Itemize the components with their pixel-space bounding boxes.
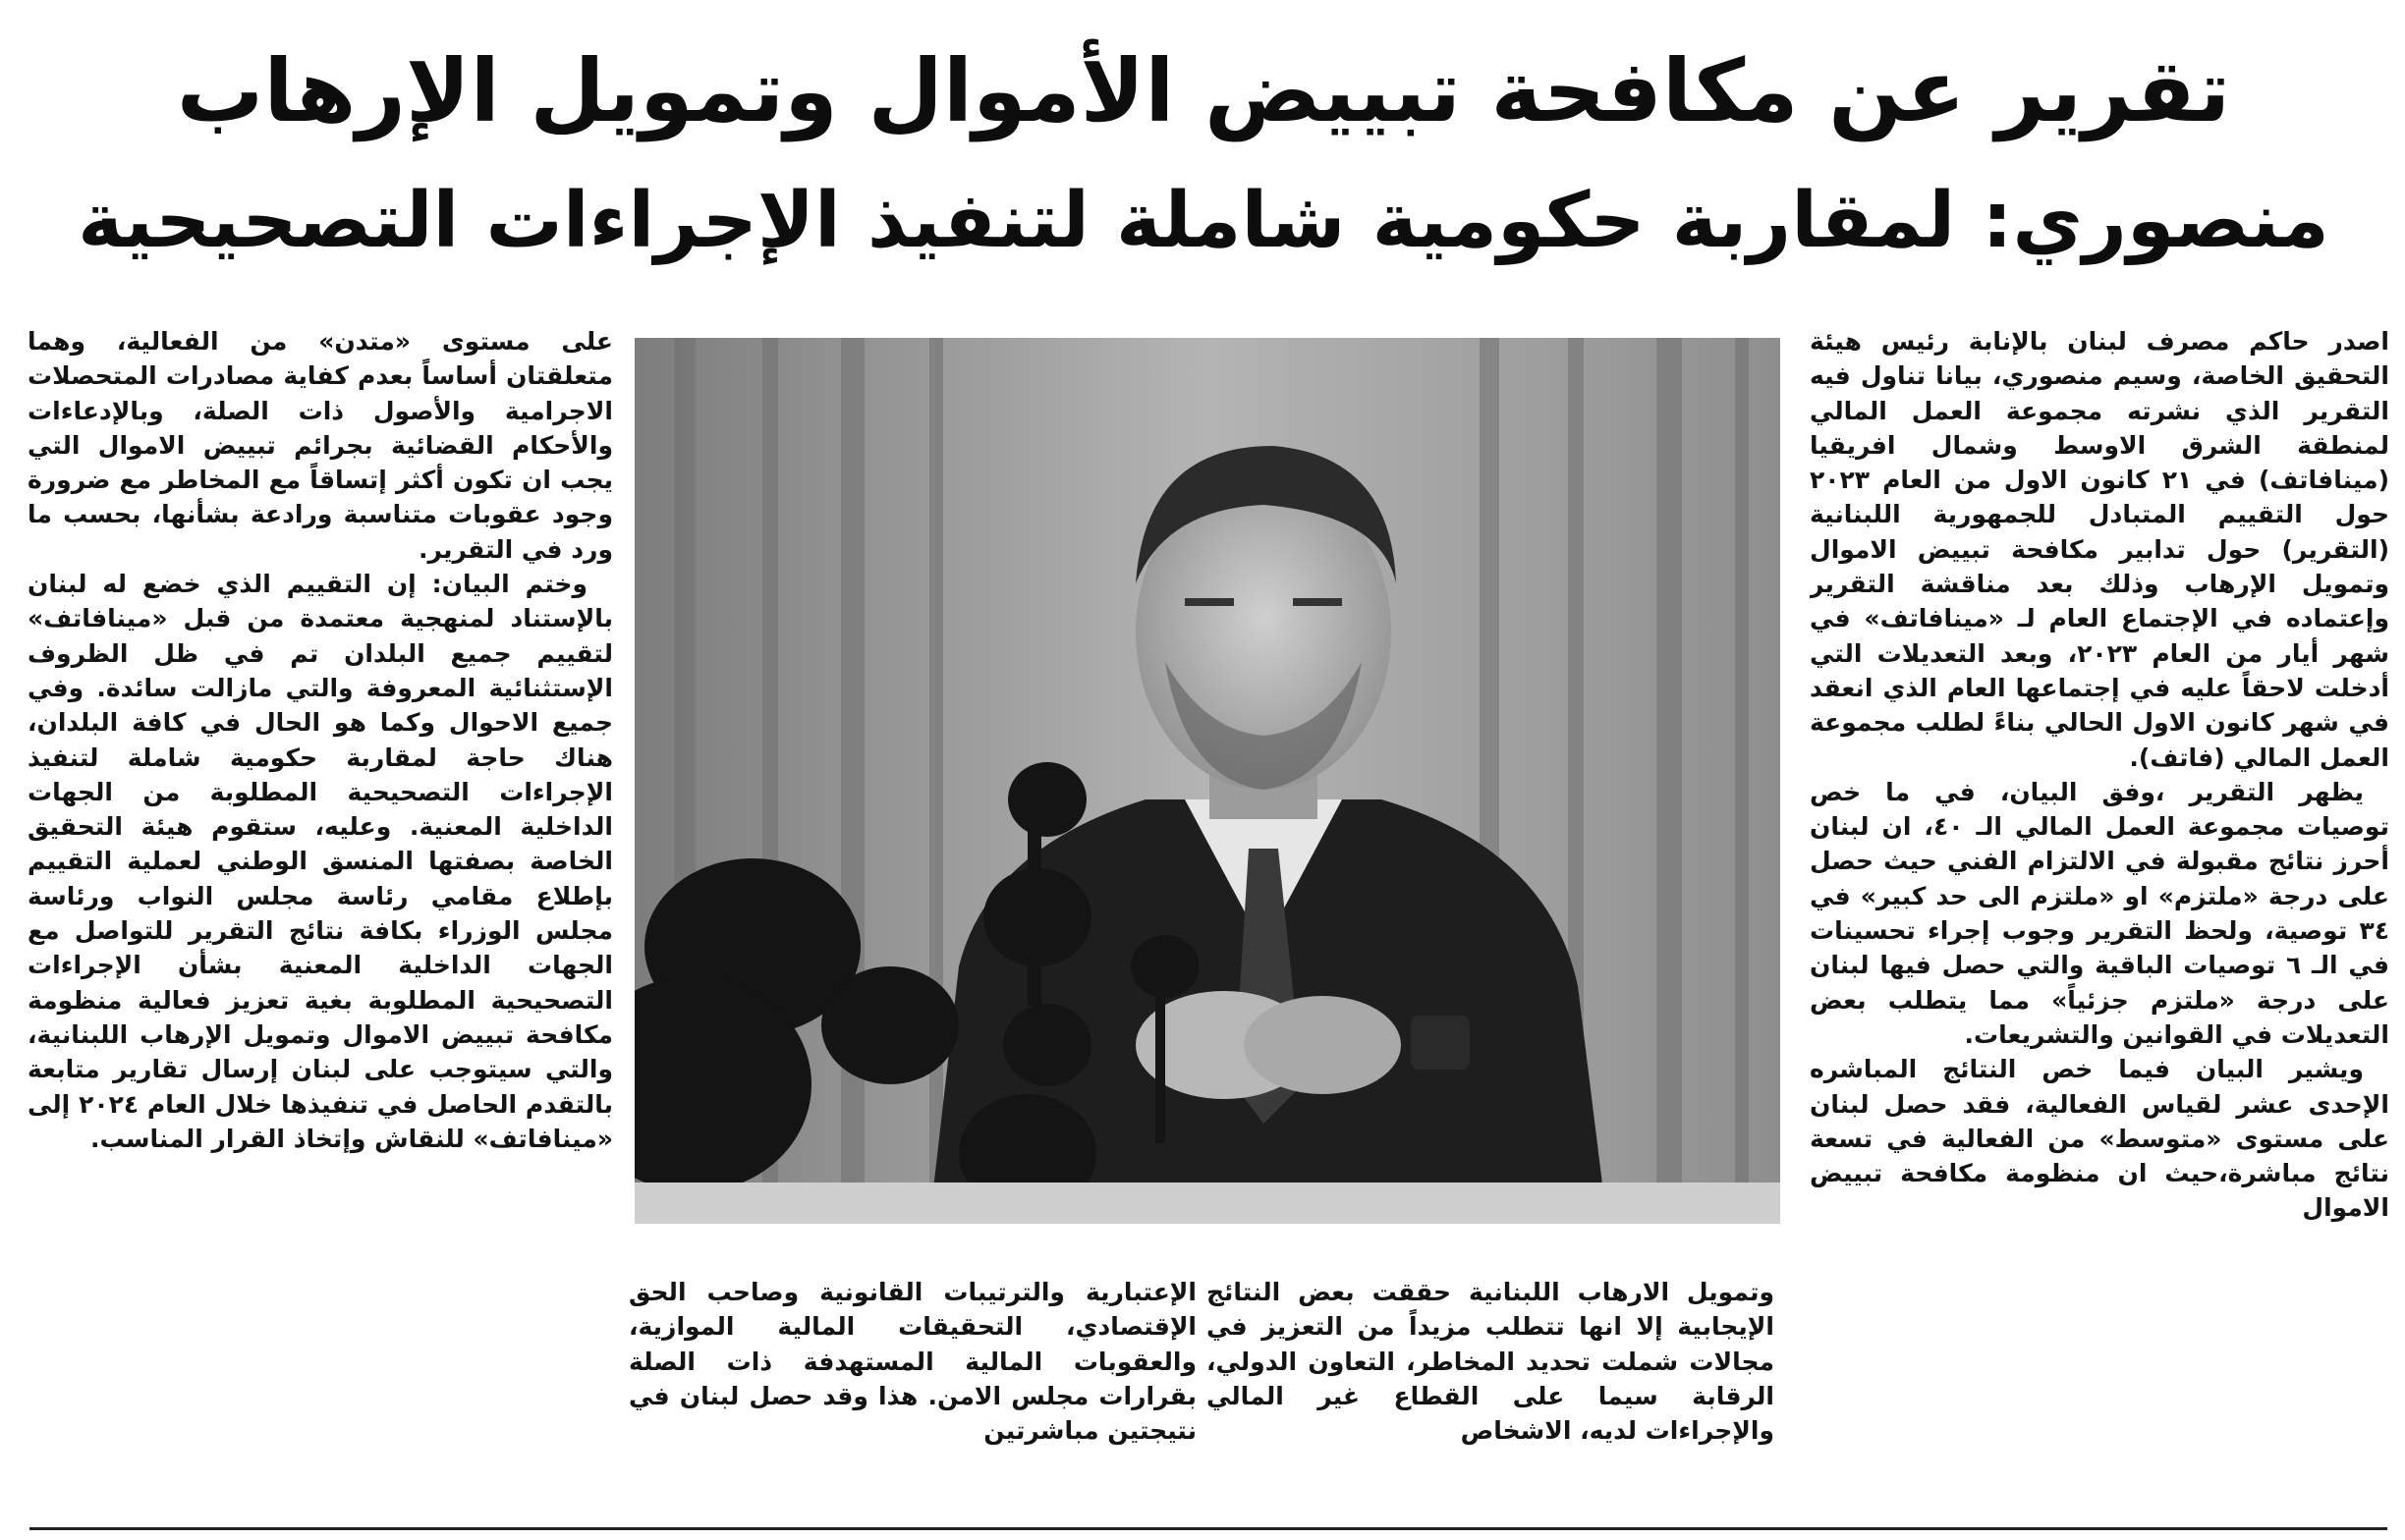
article-column-left: [28, 324, 613, 1532]
headline-line-2: منصوري: لمقاربة حكومية شاملة لتنفيذ الإجراءات التصحيحية: [78, 177, 2329, 265]
article-column-right: [1810, 324, 2389, 1503]
article-column-middle-left: [629, 1275, 1197, 1540]
paragraph: اصدر حاكم مصرف لبنان بالإنابة رئيس هيئة التحقيق الخاصة، وسيم منصوري، بيانا تناول فيه التقرير الذي نشرته مجموعة العمل المالي لمنطقة الشرق الاوسط وشمال افريقيا (مينافاتف) في ٢١ كانون الاول من العام ٢٠٢٣ حول التقييم المتبادل للجمهورية اللبنانية (التقرير) حول تدابير مكافحة تبييض الاموال وتمويل الإرهاب وذلك بعد مناقشة التقرير وإعتماده في الإجتماع العام لـ «مينافاتف» في شهر أيار من العام ٢٠٢٣، وبعد التعديلات التي أدخلت لاحقاً عليه في إجتماعها العام الذي انعقد في شهر كانون الاول الحالي بناءً لطلب مجموعة العمل المالي (فاتف).: [1810, 327, 2389, 772]
bottom-rule: [29, 1527, 2387, 1530]
paragraph: ويشير البيان فيما خص النتائج المباشره الإحدى عشر لقياس الفعالية، فقد حصل لبنان على مستوى «متوسط» من الفعالية في تسعة نتائج مباشرة،حيث ان منظومة مكافحة تبييض الاموال: [1810, 1055, 2389, 1223]
headline-line-1: تقرير عن مكافحة تبييض الأموال وتمويل الإرهاب: [176, 40, 2231, 141]
paragraph: وختم البيان: إن التقييم الذي خضع له لبنان بالإستناد لمنهجية معتمدة من قبل «مينافاتف» لتقييم جميع البلدان تم في ظل الظروف الإستثنائية المعروفة والتي مازالت سائدة. وفي جميع الاحوال وكما هو الحال في كافة البلدان، هناك حاجة لمقاربة حكومية شاملة لتنفيذ الإجراءات التصحيحية المطلوبة من الجهات الداخلية المعنية. وعليه، ستقوم هيئة التحقيق الخاصة بصفتها المنسق الوطني لعملية التقييم بإطلاع مقامي رئاسة مجلس النواب ورئاسة مجلس الوزراء بكافة نتائج التقرير للتواصل مع الجهات الداخلية المعنية بشأن الإجراءات التصحيحية المطلوبة بغية تعزيز فعالية منظومة مكافحة تبييض الاموال وتمويل الإرهاب اللبنانية، والتي سيتوجب على لبنان إرسال تقارير متابعة بالتقدم الحاصل في تنفيذها خلال العام ٢٠٢٤ إلى «مينافاتف» للنقاش وإتخاذ القرار المناسب.: [28, 570, 613, 1153]
paragraph: على مستوى «متدن» من الفعالية، وهما متعلقتان أساساً بعدم كفاية مصادرات المتحصلات الاجرامية والأصول ذات الصلة، وبالإدعاءات والأحكام القضائية بجرائم تبييض الاموال التي يجب ان تكون أكثر إتساقاً مع المخاطر مع ضرورة وجود عقوبات متناسبة ورادعة بشأنها، بحسب ما ورد في التقرير.: [28, 327, 613, 564]
paragraph: وتمويل الارهاب اللبنانية حققت بعض النتائج الإيجابية إلا انها تتطلب مزيداً من التعزيز في مجالات شملت تحديد المخاطر، التعاون الدولي، الرقابة سيما على القطاع غير المالي والإجراءات لديه، الاشخاص: [1206, 1278, 1774, 1446]
article-photo: [635, 338, 1780, 1224]
paragraph: الإعتبارية والترتيبات القانونية وصاحب الحق الإقتصادي، التحقيقات المالية الموازية، والعقوبات المالية المستهدفة ذات الصلة بقرارات مجلس الامن. هذا وقد حصل لبنان في نتيجتين مباشرتين: [629, 1278, 1197, 1446]
article-column-middle-right: [1206, 1275, 1774, 1540]
paragraph: يظهر التقرير ،وفق البيان، في ما خص توصيات مجموعة العمل المالي الـ ٤٠، ان لبنان أحرز نتائج مقبولة في الالتزام الفني حيث حصل على درجة «ملتزم» او «ملتزم الى حد كبير» في ٣٤ توصية، ولحظ التقرير وجوب إجراء تحسينات في الـ ٦ توصيات الباقية والتي حصل فيها لبنان على درجة «ملتزم جزئياً» مما يتطلب بعض التعديلات في القوانين والتشريعات.: [1810, 777, 2389, 1049]
